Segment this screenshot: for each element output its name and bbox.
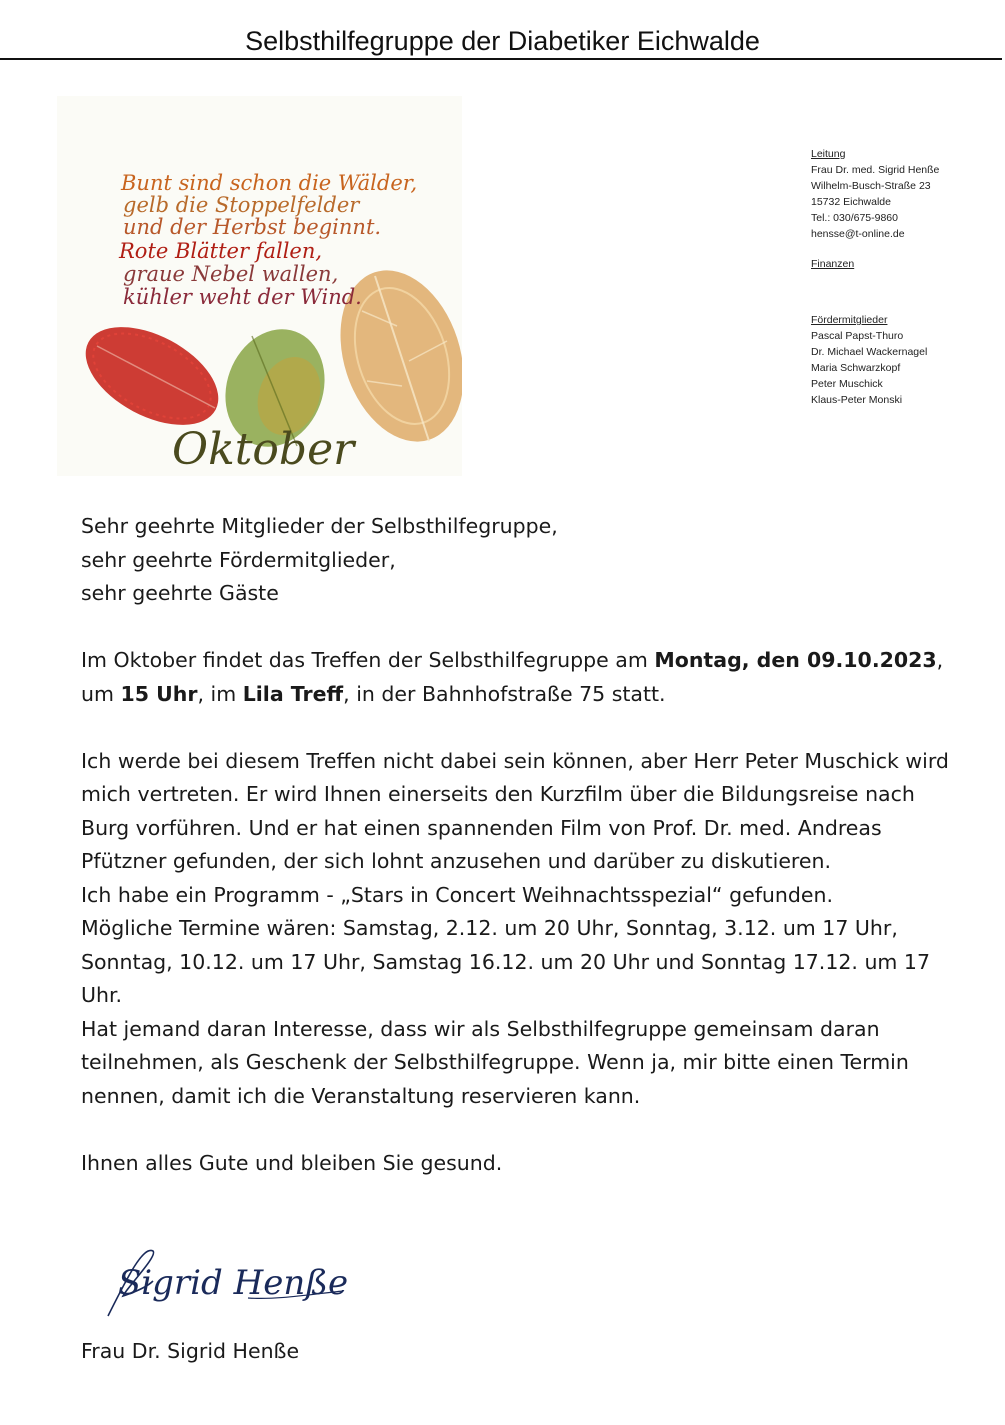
meeting-date: Montag, den 09.10.2023 <box>654 648 937 672</box>
poem-line-3: und der Herbst beginnt. <box>123 215 382 239</box>
closing-line: Ihnen alles Gute und bleiben Sie gesund. <box>81 1150 503 1175</box>
signature-graphic <box>98 1236 358 1336</box>
meeting-sep: , im <box>197 681 243 706</box>
dates-paragraph: Mögliche Termine wären: Samstag, 2.12. um 20 Uhr, Sonntag, 3.12. um 17 Uhr, Sonntag, 10.12. um 17 Uhr, Samstag 16.12. um 20 Uhr und Sonntag 17.12. um 17 Uhr. <box>81 916 931 1007</box>
signature-text: Sigrid Henße <box>118 1263 349 1303</box>
meeting-rest: , in der Bahnhofstraße 75 statt. <box>343 681 666 706</box>
meeting-paragraph <box>81 644 951 711</box>
signature <box>98 1236 358 1336</box>
poem-line-4: Rote Blätter fallen, <box>119 239 323 263</box>
interest-paragraph: Hat jemand daran Interesse, dass wir als Selbsthilfegruppe gemeinsam daran teilnehmen, als Geschenk der Selbsthilfegruppe. Wenn ja, mir bitte einen Termin nennen, damit ich die Veranstaltung reservieren kann. <box>81 1016 909 1108</box>
greeting-line: Sehr geehrte Mitglieder der Selbsthilfegruppe, <box>81 514 558 538</box>
foerder-member: Maria Schwarzkopf <box>811 362 901 374</box>
finanzen-heading: Finanzen <box>811 258 855 270</box>
meeting-time: 15 Uhr <box>120 681 198 706</box>
sidebar-contacts <box>811 146 1001 408</box>
body-paragraph: Ich werde bei diesem Treffen nicht dabei sein können, aber Herr Peter Muschick wird mich vertreten. Er wird Ihnen einerseits den Kurzfilm über die Bildungsreise nach Burg vorführen. Und er hat einen spannenden Film von Prof. Dr. med. Andreas Pfützner gefunden, der sich lohnt anzusehen und darüber zu diskutieren. <box>81 748 949 873</box>
leitung-line: Frau Dr. med. Sigrid Henße <box>811 164 940 176</box>
poem-line-1: Bunt sind schon die Wälder, <box>121 171 418 195</box>
leitung-email[interactable]: hensse@t-online.de <box>811 228 905 240</box>
poem-line-5: graue Nebel wallen, <box>123 262 339 286</box>
leitung-heading: Leitung <box>811 148 846 160</box>
meeting-place: Lila Treff <box>242 681 344 706</box>
signer-name: Frau Dr. Sigrid Henße <box>81 1339 300 1363</box>
header-rule <box>0 58 1002 60</box>
october-artwork <box>57 96 462 476</box>
poem-line-6: kühler weht der Wind. <box>123 285 362 309</box>
foerder-heading: Fördermitglieder <box>811 314 888 326</box>
foerder-member: Klaus-Peter Monski <box>811 394 903 406</box>
program-paragraph: Ich habe ein Programm - „Stars in Concert Weihnachtsspezial“ gefunden. <box>81 882 834 907</box>
letter-body <box>81 510 951 1180</box>
greeting-line: sehr geehrte Gäste <box>81 581 279 605</box>
meeting-intro: Im Oktober findet das Treffen der Selbsthilfegruppe am <box>81 648 655 672</box>
month-label: Oktober <box>172 424 355 475</box>
october-illustration <box>57 96 462 476</box>
greeting-line: sehr geehrte Fördermitglieder, <box>81 547 396 572</box>
leitung-line: Wilhelm-Busch-Straße 23 <box>811 180 931 192</box>
leitung-line: 15732 Eichwalde <box>811 196 891 208</box>
poem-line-2: gelb die Stoppelfelder <box>123 193 360 217</box>
foerder-member: Dr. Michael Wackernagel <box>811 346 928 358</box>
page-title: Selbsthilfegruppe der Diabetiker Eichwalde <box>245 26 760 56</box>
leitung-line: Tel.: 030/675-9860 <box>811 212 898 224</box>
meeting-sep: , um <box>81 648 944 706</box>
foerder-member: Pascal Papst-Thuro <box>811 330 904 342</box>
foerder-member: Peter Muschick <box>811 378 883 390</box>
